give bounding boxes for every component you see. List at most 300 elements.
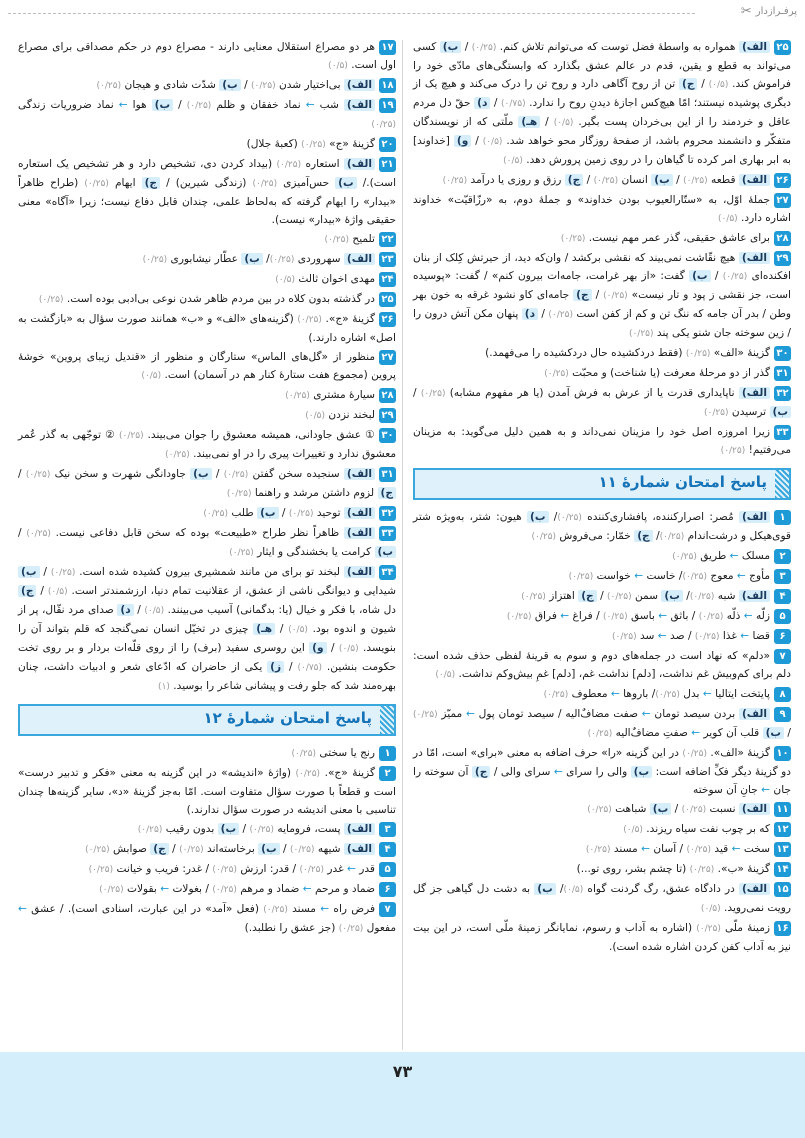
question-number-badge: ۸ [774, 687, 791, 702]
score: (۰/۲۵) [722, 272, 748, 282]
score: (۰/۵) [305, 411, 325, 421]
answer-text: گزینهٔ «ج». (۰/۲۵) (واژهٔ «اندیشه» در این گزینه به معنی «فکر و تدبیر درست» است و قطعاً با صورت سؤال متفاوت است. امّا به‌جز گزینهٔ «د»، سایر گزینه‌ها چندان تناسبی با معنی اندیشه در صورت سؤال ندارند.) [18, 767, 396, 816]
question-number-badge: ۱۳ [774, 842, 791, 857]
option-label: ب) [152, 99, 174, 111]
question-number-badge: ۲۶ [774, 173, 791, 188]
answer-text: الف) همواره به واسطهٔ فضل توست که می‌توانم تلاش کنم. (۰/۲۵) / ب) کسی می‌تواند به قطع و یقین، قدم در عالم عشق بگذارد که وابستگی‌های مادّی خود را فراموش کند. (۰/۵) / ج) تن از روح آگاهی دارد و روح تن را درک می‌کند و هیچ یک از دیگری پوشیده نیستند؛ امّا هیچ‌کس اجازهٔ دیدنِ روح را ندارد. (۰/۷۵) / د) حقّ دل مردم عاقل و خردمند را از این بی‌خردان پست بگیر. (۰/۵) / هـ) ملّتی که از نویسندگان متفکّر و دانشمند محروم باشد، از صفحهٔ روزگار محو خواهد شد. (۰/۵) / و) [خداوند] به ابر بهاری امر کرده تا گیاهان را در روی زمین پرورش دهد. (۰/۵) [413, 41, 792, 166]
arrow-icon: ← [320, 903, 330, 915]
question-number-badge: ۵ [379, 862, 396, 877]
page-footer [0, 1052, 805, 1138]
answer-item [18, 840, 396, 859]
answer-text: گزینهٔ «ج» (۰/۲۵) (کعبهٔ جلال) [246, 138, 375, 150]
question-number-badge: ۳۰ [774, 346, 791, 361]
score: (۰/۲۵) [25, 470, 51, 480]
answer-item [413, 744, 791, 799]
answer-item [413, 344, 791, 363]
question-number-badge: ۶ [379, 882, 396, 897]
question-number-badge: ۳۲ [379, 506, 396, 521]
score: (۰/۲۵) [531, 532, 557, 542]
arrow-icon: ← [702, 688, 712, 700]
answer-text: الف) ظاهراً نظر طراح «طبیعت» بوده که سخن قابل دفاعی نیست. (۰/۲۵) / ب) کرامت یا بخشندگی و ایثار (۰/۲۵) [18, 527, 396, 558]
option-label: الف) [739, 511, 770, 523]
score: (۰/۲۵) [251, 81, 276, 91]
question-number-badge: ۲۰ [379, 137, 396, 152]
score: (۰/۲۵) [628, 329, 654, 339]
option-label: ب) [661, 590, 683, 602]
score: (۰/۲۵) [203, 509, 228, 519]
answers-exam-11-continued [18, 38, 396, 696]
answer-text: الف) شب ← نماد خفقان و ظلم (۰/۲۵) / ب) هوا ← نماد ضروریات زندگی (۰/۲۵) [18, 99, 396, 130]
option-label: ب) [440, 41, 462, 53]
question-number-badge: ۲۱ [379, 157, 396, 172]
answer-text: منظور از «گل‌های الماس» ستارگان و منظور از «قندیل زیبای پروین» خوشهٔ پروین (مجموع هفت ستارهٔ کنار هم در آسمان) است. (۰/۵) [18, 351, 396, 381]
right-column [413, 38, 791, 957]
answer-item [18, 764, 396, 819]
score: (۰/۲۵) [50, 568, 76, 578]
answer-item [413, 229, 791, 248]
score: (۰/۲۵) [297, 315, 322, 325]
score: (۰/۷۵) [501, 99, 526, 109]
answer-text: الف) استعاره (۰/۲۵) (بیداد کردن دی، تشخیص دارد و هر تشخیص یک استعاره است)./ ب) حس‌آمیزی (۰/۲۵) (زندگی شیرین) / ج) ایهام (۰/۲۵) (طراح ظاهراً «بیدار» را ایهام گرفته که به‌لحاظ علمی، چندان قابل دفاع نیست؛ زیرا «آگاه» معنی حقیقی واژهٔ «بیدار» نیست). [18, 158, 397, 226]
score: (۰/۲۵) [521, 592, 546, 602]
question-number-badge: ۳ [774, 569, 791, 584]
score: (۰/۲۵) [603, 612, 628, 622]
score: (۰/۲۵) [686, 845, 712, 855]
score: (۰/۲۵) [249, 825, 275, 835]
answer-item [413, 567, 791, 586]
score: (۰/۲۵) [226, 489, 252, 499]
option-label: ب) [650, 803, 672, 815]
option-label: الف) [739, 708, 770, 720]
answer-item [18, 465, 396, 503]
score: (۰/۵) [435, 670, 456, 680]
answer-text: رنج یا سختی (۰/۲۵) [291, 747, 375, 759]
option-label: د) [522, 308, 538, 320]
answer-text: لبخند نزدن (۰/۵) [305, 409, 375, 421]
question-number-badge: ۲۳ [379, 252, 396, 267]
question-number-badge: ۳۰ [379, 428, 396, 443]
answer-text: ① عشق جاودانی، همیشه معشوق را جوان می‌بیند. (۰/۲۵) ② توجّهی به گذر عُمر معشوق ندارد و تغییرات پیری را در او نمی‌بیند. (۰/۲۵) [18, 429, 396, 460]
score: (۰/۲۵) [683, 176, 708, 186]
score: (۰/۲۵) [212, 885, 237, 895]
option-label: هـ) [518, 116, 540, 128]
score: (۰/۲۵) [420, 389, 446, 399]
question-number-badge: ۵ [774, 609, 791, 624]
score: (۰/۲۵) [682, 572, 708, 582]
answer-text: سخت ← قید (۰/۲۵) / آسان ← مسند (۰/۲۵) [585, 843, 770, 855]
score: (۰/۲۵) [285, 391, 310, 401]
question-number-badge: ۱۰ [774, 746, 791, 761]
score: (۰/۲۵) [38, 295, 64, 305]
answer-item [413, 880, 791, 918]
left-column [18, 38, 396, 939]
answer-item [18, 76, 396, 95]
question-number-badge: ۲۹ [379, 408, 396, 423]
arrow-icon: ← [18, 903, 27, 915]
option-label: ب) [219, 79, 241, 91]
dashed-cut-line [8, 13, 695, 14]
score: (۰/۵) [482, 137, 503, 147]
answer-item [18, 860, 396, 879]
answer-item [18, 900, 396, 938]
score: (۰/۲۵) [301, 140, 326, 150]
answer-text: قدر ← غدر (۰/۲۵) / قدر: ارزش (۰/۲۵) / غدر: فریب و خیانت (۰/۲۵) [88, 863, 375, 875]
option-label: الف) [739, 252, 770, 264]
score: (۰/۲۵) [698, 612, 724, 622]
answer-text: جملهٔ اوّل، به «ستّارالعیوب بودن خداوند» و جملهٔ دوم، به «رزّاقیّت» خداوند اشاره دارد. (۰/۵) [413, 194, 791, 224]
option-label: الف) [739, 41, 770, 53]
question-number-badge: ۱۲ [774, 822, 791, 837]
answer-text: در گذشته بدون کلاه در بین مردم ظاهر شدن نوعی بی‌ادبی بوده است. (۰/۲۵) [38, 293, 375, 305]
arrow-icon: ← [740, 630, 750, 642]
option-label: الف) [739, 803, 770, 815]
arrow-icon: ← [658, 610, 668, 622]
answer-text: پایتخت ایتالیا ← بدل (۰/۲۵)/ باروها ← معطوف (۰/۲۵) [543, 688, 770, 700]
option-label: ب) [190, 468, 212, 480]
answer-text: هر دو مصراع استقلال معنایی دارند - مصراع دوم در حکم مصداقی برای مصراع اول است. (۰/۵) [18, 41, 396, 71]
answer-text: گزینهٔ «الف». (۰/۲۵) در این گزینه «را» حرف اضافه به معنی «برای» است، امّا در دو گزینهٔ دیگر فکِّ اضافه است: ب) والی را سرای ← سرای والی / ج) آن سوخته را جان ← جانِ آن سوخته [413, 747, 791, 796]
score: (۰/۲۵) [338, 924, 364, 934]
question-number-badge: ۱ [774, 510, 791, 525]
score: (۰/۲۵) [568, 572, 594, 582]
answer-item [413, 587, 791, 606]
answer-item [413, 191, 791, 228]
option-label: ب) [258, 843, 280, 855]
option-label: الف) [344, 843, 375, 855]
answer-item [18, 386, 396, 405]
score: (۰/۲۵) [689, 592, 715, 602]
score: (۰/۲۵) [593, 176, 619, 186]
score: (۰/۲۵) [137, 825, 163, 835]
question-number-badge: ۱ [379, 746, 396, 761]
score: (۰/۲۵) [587, 805, 612, 815]
question-number-badge: ۱۸ [379, 78, 396, 93]
answer-item [413, 800, 791, 819]
question-number-badge: ۲۸ [379, 388, 396, 403]
option-label: الف) [344, 468, 375, 480]
answer-item [18, 135, 396, 154]
answer-text: الف) توحید (۰/۲۵) / ب) طلب (۰/۲۵) [203, 507, 375, 519]
question-number-badge: ۱۱ [774, 802, 791, 817]
answer-text: مسلک ← طریق (۰/۲۵) [672, 550, 770, 562]
option-label: الف) [344, 253, 375, 265]
answer-item [18, 230, 396, 249]
section-stripe-decoration [775, 470, 789, 498]
score: (۰/۲۵) [276, 160, 302, 170]
score: (۰/۲۵) [585, 845, 611, 855]
arrow-icon: ← [743, 610, 753, 622]
arrow-icon: ← [560, 610, 570, 622]
arrow-icon: ← [347, 863, 356, 875]
answer-item [413, 840, 791, 859]
option-label: ب) [375, 546, 397, 558]
option-label: ب) [534, 883, 556, 895]
question-number-badge: ۷ [774, 649, 791, 664]
question-number-badge: ۲۴ [379, 272, 396, 287]
option-label: و) [454, 135, 471, 147]
score: (۰/۲۵) [252, 179, 278, 189]
question-number-badge: ۲۹ [774, 251, 791, 266]
score: (۰/۵) [563, 885, 584, 895]
answer-text: مهدی اخوان ثالث (۰/۵) [275, 273, 375, 285]
brand [741, 4, 797, 19]
brand-name: پرفـرازدار [755, 6, 797, 17]
score: (۰/۵) [47, 587, 68, 597]
answer-text: تلمیح (۰/۲۵) [324, 233, 375, 245]
score: (۰/۲۵) [165, 450, 190, 460]
score: (۰/۲۵) [603, 291, 628, 301]
score: (۰/۵) [503, 156, 523, 166]
score: (۰/۲۵) [703, 408, 729, 418]
option-label: ج) [472, 766, 490, 778]
score: (۰/۲۵) [672, 552, 697, 562]
option-label: ج) [142, 177, 160, 189]
score: (۰/۵) [288, 625, 308, 635]
arrow-icon: ← [691, 727, 701, 739]
answer-text: الف) سهروردی (۰/۲۵)/ ب) عطّار نیشابوری (۰/۲۵) [143, 253, 375, 265]
score: (۰/۵) [708, 80, 729, 90]
score: (۰/۲۵) [84, 179, 109, 189]
question-number-badge: ۲۸ [774, 231, 791, 246]
question-number-badge: ۲ [774, 549, 791, 564]
answer-text: الف) مُصر: اصرارکننده، پافشاری‌کننده (۰/۲۵)/ ب) هیون: شتر، به‌ویژه شتر قوی‌هیکل و درشت‌اندام (۰/۲۵)/ ج) خمّار: می‌فروش (۰/۲۵) [413, 511, 791, 542]
option-label: الف) [739, 387, 770, 399]
arrow-icon: ← [302, 883, 312, 895]
score: (۰/۵) [338, 644, 359, 654]
score: (۰/۵) [275, 275, 295, 285]
answer-item [18, 155, 396, 229]
answer-text: گزینهٔ «ج». (۰/۲۵) (گزینه‌های «الف» و «ب» همانند صورت سؤال به «بازگشت به اصل» اشاره دارند.) [18, 313, 396, 344]
answer-item [413, 607, 791, 626]
score: (۰/۲۵) [560, 234, 586, 244]
option-label: ب) [335, 177, 357, 189]
answer-item [18, 270, 396, 289]
arrow-icon: ← [305, 99, 315, 111]
column-divider [402, 40, 403, 1050]
scissors-icon: ✂ [740, 4, 752, 19]
section-title: پاسخ امتحان شمارهٔ ۱۱ [598, 473, 767, 491]
score: (۰/۲۵) [263, 905, 288, 915]
answer-text: که بر چوب نفت سیاه ریزند. (۰/۵) [623, 823, 770, 835]
page-header [0, 0, 805, 24]
answer-item [413, 627, 791, 646]
answer-text: قضا ← غذا (۰/۲۵) / صد ← سد (۰/۲۵) [612, 630, 770, 642]
option-label: و) [309, 642, 326, 654]
score: (۰/۲۵) [212, 865, 237, 875]
score: (۰/۲۵) [88, 865, 114, 875]
option-label: ب) [18, 566, 40, 578]
option-label: الف) [739, 590, 770, 602]
score: (۰/۲۵) [229, 548, 254, 558]
score: (۰/۲۵) [371, 120, 396, 130]
score: (۰/۲۵) [26, 529, 51, 539]
option-label: الف) [344, 79, 375, 91]
score: (۰/۲۵) [288, 509, 314, 519]
arrow-icon: ← [465, 708, 475, 720]
option-label: ب) [689, 270, 711, 282]
arrow-icon: ← [634, 570, 644, 582]
answer-text: الف) سنجیده سخن گفتن (۰/۲۵) / ب) جاودانگی شهرت و سخن نیک (۰/۲۵) / ج) لزوم داشتن مرشد و راهنما (۰/۲۵) [18, 468, 396, 499]
answer-item [18, 310, 396, 347]
answer-text: الف) لبخند تو برای من مانند شمشیری بیرون کشیده شده است. (۰/۲۵) / ب) شیدایی و دیوانگی ناشی از عشق، از عقلانیت تمام دنیا، ارزشمندتر است. (۰/۵) / ج) دل شاه، با فکر و خیال (یا: بدگمانی) آسیب می‌بینند. (۰/۵) / د) صدای مرد نقّال، پر از شیون و اندوه بود. (۰/۵) / هـ) چیزی در تخیّل انسان نمی‌گنجد که قلم بتواند آن را بنویسد. (۰/۵) / و) این روسری سفید (برف) را از روی قلّه‌ات بردار و بر روی تخت حکومت بنشین. (۰/۷۵) / ز) یکی از حاضران که ادّعای شعر و ادبیات داشت، چنان بهره‌مند شد که جلو رفت و پیشانی شاعر را بوسید. (۱) [18, 566, 396, 692]
question-number-badge: ۶ [774, 629, 791, 644]
option-label: الف) [739, 883, 770, 895]
option-label: ب) [527, 511, 549, 523]
question-number-badge: ۲۲ [379, 232, 396, 247]
arrow-icon: ← [641, 708, 651, 720]
section-stripe-decoration [380, 706, 394, 734]
score: (۰/۲۵) [442, 176, 468, 186]
question-number-badge: ۷ [379, 902, 396, 917]
score: (۰/۲۵) [685, 349, 711, 359]
score: (۰/۲۵) [655, 690, 680, 700]
answer-item [413, 547, 791, 566]
score: (۰/۲۵) [689, 865, 715, 875]
answer-item [18, 290, 396, 309]
question-number-badge: ۳۴ [379, 565, 396, 580]
question-number-badge: ۳ [379, 822, 396, 837]
answer-item [18, 880, 396, 899]
answer-item [413, 364, 791, 383]
answer-item [413, 685, 791, 704]
answer-item [18, 744, 396, 763]
score: (۰/۲۵) [587, 729, 613, 739]
option-label: الف) [739, 174, 770, 186]
score: (۰/۲۵) [682, 749, 707, 759]
answer-item [18, 250, 396, 269]
option-label: هـ) [253, 623, 275, 635]
option-label: د) [474, 97, 490, 109]
answer-text: فرض راه ← مسند (۰/۲۵) (فعل «آمد» در این عبارت، اسنادی است). / عشق ← مفعول (۰/۲۵) (جز عشق را نطلبد.) [18, 903, 396, 934]
question-number-badge: ۳۳ [774, 425, 791, 440]
answer-text: الف) پست، فرومایه (۰/۲۵) / ب) بدون رقیب (۰/۲۵) [138, 823, 375, 835]
score: (۱) [158, 682, 170, 692]
score: (۰/۲۵) [179, 845, 204, 855]
arrow-icon: ← [761, 784, 771, 796]
arrow-icon: ← [118, 99, 128, 111]
answers-exam-11 [413, 508, 791, 956]
option-label: ج) [565, 174, 583, 186]
question-number-badge: ۱۵ [774, 882, 791, 897]
option-label: ب) [257, 507, 279, 519]
option-label: ج) [18, 585, 36, 597]
score: (۰/۲۵) [612, 632, 637, 642]
option-label: الف) [344, 566, 375, 578]
answer-item [413, 820, 791, 839]
option-label: الف) [344, 507, 375, 519]
page-number: ۷۳ [392, 1062, 413, 1081]
option-label: ب) [631, 766, 653, 778]
score: (۰/۲۵) [142, 255, 168, 265]
score: (۰/۲۵) [694, 632, 720, 642]
question-number-badge: ۱۶ [774, 921, 791, 936]
score: (۰/۵) [623, 825, 643, 835]
answers-exam-12 [18, 744, 396, 938]
option-label: ج) [578, 590, 596, 602]
option-label: ب) [651, 174, 673, 186]
option-label: الف) [344, 823, 375, 835]
arrow-icon: ← [731, 843, 741, 855]
score: (۰/۲۵) [186, 101, 212, 111]
score: (۰/۲۵) [324, 235, 350, 245]
question-number-badge: ۴ [379, 842, 396, 857]
answer-item [413, 171, 791, 190]
question-number-badge: ۲۵ [774, 40, 791, 55]
answer-item [413, 508, 791, 546]
section-header-exam-11 [413, 468, 791, 500]
score: (۰/۲۵) [543, 690, 569, 700]
question-number-badge: ۱۴ [774, 862, 791, 877]
question-number-badge: ۳۲ [774, 386, 791, 401]
score: (۰/۲۵) [289, 845, 315, 855]
score: (۰/۲۵) [119, 431, 144, 441]
answer-text: الف) نسبت (۰/۲۵) / ب) شباهت (۰/۲۵) [587, 803, 770, 815]
answers-exam-10-continued [413, 38, 791, 460]
answer-text: گذر از دو مرحلهٔ معرفت (یا شناخت) و محبّت (۰/۲۵) [544, 367, 770, 379]
option-label: د) [117, 604, 133, 616]
score: (۰/۷۵) [297, 663, 323, 673]
question-number-badge: ۳۱ [774, 366, 791, 381]
answer-text: گزینهٔ «ب». (۰/۲۵) (تا چشم بشر، روی تو...) [576, 863, 770, 875]
answer-item [18, 406, 396, 425]
option-label: ب) [770, 406, 792, 418]
answer-item [18, 524, 396, 562]
answer-text: سیارهٔ مشتری (۰/۲۵) [285, 389, 375, 401]
score: (۰/۵) [328, 61, 348, 71]
answer-item [413, 860, 791, 879]
option-label: ج) [378, 487, 396, 499]
answer-item [413, 423, 791, 460]
answer-text: الف) شیهه (۰/۲۵) / ب) برخاسته‌اند (۰/۲۵) / ج) صوابش (۰/۲۵) [85, 843, 375, 855]
score: (۰/۲۵) [85, 845, 110, 855]
option-label: ج) [150, 843, 168, 855]
score: (۰/۲۵) [607, 592, 632, 602]
answer-text: «دلم» که نهاد است در جمله‌های دوم و سوم به قرینهٔ لفظی حذف شده است: دلم برای کم‌وبیش غم نداشت، [دلم] نداشت غم، [دلم] غمِ بیش‌وکم نداشت. (۰/۵) [413, 650, 791, 680]
option-label: ز) [267, 661, 284, 673]
answer-text: الف) بی‌اختیار شدن (۰/۲۵) / ب) شدّت شادی و هیجان (۰/۲۵) [97, 79, 375, 91]
arrow-icon: ← [610, 688, 620, 700]
answer-text: زیرا امروزه اصل خود را مزینان نمی‌داند و به همین دلیل می‌گوید: به مزینان می‌رفتیم! (۰/۲۵) [413, 426, 791, 456]
score: (۰/۲۵) [299, 865, 325, 875]
answer-item [413, 38, 791, 170]
answer-item [413, 384, 791, 422]
score: (۰/۲۵) [720, 446, 746, 456]
score: (۰/۲۵) [506, 612, 532, 622]
answer-text: الف) در دادگاه عشق، رگ گردنت گواه (۰/۵)/ ب) به دشت دل گیاهی جز گل رویت نمی‌روید. (۰/۵) [413, 883, 791, 914]
score: (۰/۲۵) [291, 749, 317, 759]
answer-item [413, 249, 791, 343]
score: (۰/۲۵) [557, 513, 582, 523]
answer-text: گزینهٔ «الف» (۰/۲۵) (فقط دردکشیده حال دردکشیده را می‌فهمد.) [485, 347, 770, 359]
answer-text: ضماد و مرحم ← ضماد و مرهم (۰/۲۵) / بغولات ← بقولات (۰/۲۵) [99, 883, 375, 895]
score: (۰/۲۵) [471, 43, 497, 53]
answer-text: زمینهٔ ملّی (۰/۲۵) (اشاره به آداب و رسوم، نمایانگر زمینهٔ ملّی است، در این بیت نیز به آداب کفن کردن اشاره شده است). [413, 922, 791, 953]
arrow-icon: ← [553, 766, 563, 778]
score: (۰/۲۵) [99, 885, 124, 895]
answer-text: مأوج ← معوج (۰/۲۵)/ خاست ← خواست (۰/۲۵) [568, 570, 770, 582]
option-label: ب) [241, 253, 263, 265]
answer-item [18, 504, 396, 523]
option-label: الف) [344, 158, 375, 170]
option-label: ج) [634, 530, 652, 542]
answer-text: الف) هیچ نقّاشت نمی‌بیند که نقشی برکشد / وان‌که دید، از حیرتش کِلک از بنان افکنده‌ای (۰/۲۵) / ب) گفت: «از بهر غرامت، جامه‌ات بیرون کنم» / گفت: «پوسیده است، جز نقشی ز پود و تار نیست» (۰/۲۵) / ج) جامه‌ای کاو نشود غرقه به خون بهر وطن / بدر آن جامه که ننگ تن و کم از کفن است (۰/۲۵) / د) پنهان مکن آتش درون را / زین سوخته جان شنو یکی پند (۰/۲۵) [413, 252, 791, 339]
question-number-badge: ۱۷ [379, 40, 396, 55]
answer-item [18, 820, 396, 839]
question-number-badge: ۳۳ [379, 526, 396, 541]
question-number-badge: ۲۷ [379, 350, 396, 365]
score: (۰/۲۵) [413, 710, 438, 720]
score: (۰/۲۵) [223, 470, 249, 480]
